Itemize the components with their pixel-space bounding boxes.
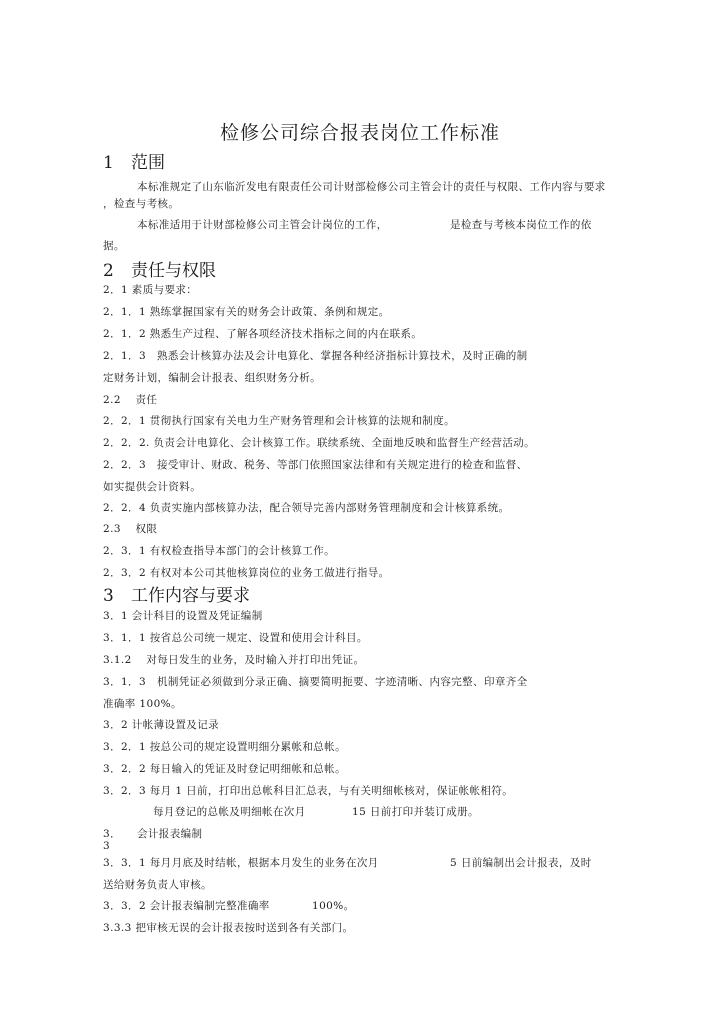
clause-line: 2．2．3 接受审计、财政、税务、等部门依照国家法律和有关规定进行的检查和监督、 [103,459,528,471]
clause-line: 定财务计划，编制会计报表、组织财务分析。 [103,372,321,384]
clause-line: 3.1.2 对每日发生的业务，及时输入并打印出凭证。 [103,654,365,666]
clause-line: 3．2 计帐薄设置及记录 [103,719,219,731]
section-title: 责任与权限 [131,261,216,281]
clause-line: 2．1．2 熟悉生产过程、了解各项经济技术指标之间的内在联系。 [103,328,423,340]
clause-line: 2．3．2 有权对本公司其他核算岗位的业务工做进行指导。 [103,567,390,579]
document-title: 检修公司综合报表岗位工作标准 [219,122,500,144]
clause-line: 2.3 权限 [103,523,158,535]
clause-line: 3．1 会计科目的设置及凭证编制 [103,610,263,622]
clause-line: 2．1 素质与要求： [103,284,198,296]
clause-line: 送给财务负责人审核。 [103,879,212,891]
clause-line: 每月登记的总帐及明细帐在次月 [153,806,306,818]
clause-line: 2．3．1 有权检查指导本部门的会计核算工作。 [103,545,336,557]
clause-line: 5 日前编制出会计报表，及时 [450,857,592,869]
paragraph-line: 本标准规定了山东临沂发电有限责任公司计财部检修公司主管会计的责任与权限、工作内容与要求 [137,181,606,193]
paragraph-line: 本标准适用于计财部检修公司主管会计岗位的工作， [137,219,388,231]
section-2-heading [103,256,216,281]
clause-line: 3 [103,840,111,852]
section-number: 1 [103,153,114,173]
section-number: 3 [103,586,114,606]
paragraph-line: 据。 [103,240,125,252]
clause-line: 3．3．1 每月月底及时结帐，根据本月发生的业务在次月 [103,857,379,869]
paragraph-line: 是检查与考核本岗位工作的依 [450,219,592,231]
clause-line: 2．2．2. 负责会计电算化、会计核算工作。联续系统、全面地反映和监督生产经营活动。 [103,437,536,449]
clause-line: 3．2．3 每月 1 日前，打印出总帐科目汇总表，与有关明细帐核对，保证帐帐相符。 [103,785,514,797]
clause-line: 3．1．1 按省总公司统一规定、设置和使用会计科目。 [103,632,368,644]
clause-line: 3．3．2 会计报表编制完整准确率 [103,900,270,912]
clause-line: 3．2．2 每日输入的凭证及时登记明细帐和总帐。 [103,763,346,775]
clause-line: 15 日前打印并装订成册。 [352,806,479,818]
clause-line: 100%。 [312,900,355,912]
clause-line: 2．1．1 熟练掌握国家有关的财务会计政策、条例和规定。 [103,306,390,318]
clause-line: 2．2．4 负责实施内部核算办法，配合领导完善内部财务管理制度和会计核算系统。 [103,502,510,514]
clause-line: 2．2．1 贯彻执行国家有关电力生产财务管理和会计核算的法规和制度。 [103,415,455,427]
section-3-heading [103,581,250,606]
clause-line: 2．1．3 熟悉会计核算办法及会计电算化、掌握各种经济指标计算技术，及时正确的制 [103,350,528,362]
section-1-heading [103,148,165,173]
clause-line: 3．1．3 机制凭证必须做到分录正确、摘要简明扼要、字迹清晰、内容完整、印章齐全 [103,676,528,688]
clause-line: 2.2 责任 [103,394,158,406]
section-number: 2 [103,261,114,281]
clause-line: 3.3.3 把审核无误的会计报表按时送到各有关部门。 [103,922,354,934]
clause-line: 3．2．1 按总公司的规定设置明细分累帐和总帐。 [103,741,346,753]
clause-line: 3． [103,828,121,840]
clause-line: 如实提供会计资料。 [103,481,202,493]
section-title: 工作内容与要求 [131,586,250,606]
clause-line: 准确率 100%。 [103,698,182,710]
paragraph-line: ，检查与考核。 [103,198,180,210]
clause-line: 会计报表编制 [137,828,203,840]
section-title: 范围 [131,153,165,173]
